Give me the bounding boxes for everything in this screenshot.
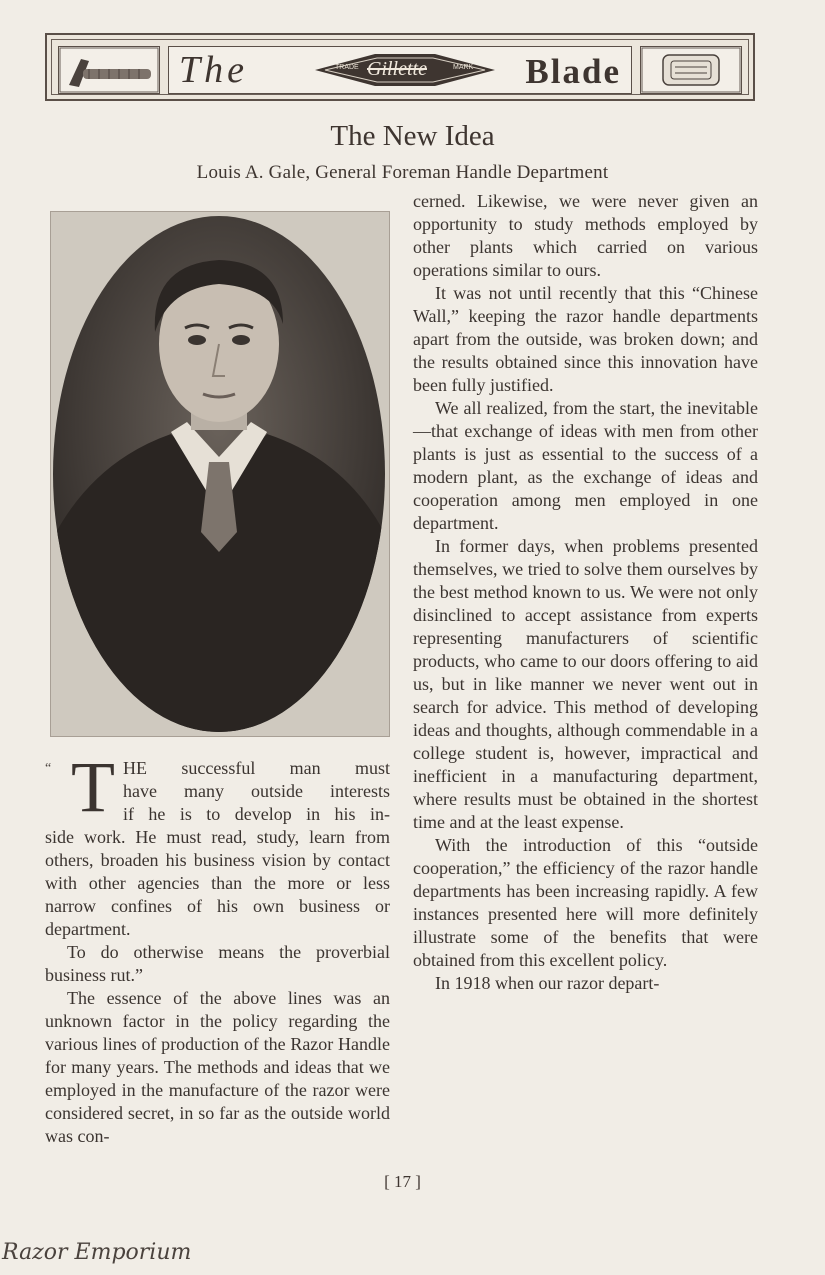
masthead-blade: Blade [525,52,621,91]
right-paragraph-4: In former days, when problems presented themselves, we tried to solve them ourselves by the best method known to us. We were not only disinclined to accept assistance from experts representing manufacturers of scientific products, who came to our doors offering to aid us, but in like manner we never went out in search for advice. This method of developing ideas and thoughts, although commendable in a college student is, however, impractical and inefficient in a manufacturing department, where results must be obtained in the shortest time and at the least expense. [413,536,758,832]
article-title: The New Idea [330,120,495,152]
author-portrait [50,211,390,737]
left-column [45,747,390,1148]
paragraph-2: To do otherwise means the proverbial business rut.” [45,942,390,985]
right-paragraph-5: With the introduction of this “outside cooperation,” the efficiency of the razor handle departments has been increasing rapidly. A few instances presented here will more definitely illustrate some of the benefits that were obtained from this excellent policy. [413,835,758,970]
masthead [45,33,755,101]
paragraph-3: The essence of the above lines was an unknown factor in the policy regarding the various lines of production of the Razor Handle for many years. The methods and ideas that we employed in the manufacture of the razor were considered secret, in so far as the outside world was con- [45,988,390,1146]
paragraph-1-rest: side work. He must read, study, learn from others, broaden his business vision by contact with other agencies than the more or less narrow confines of his own business or department. [45,827,390,939]
blade-packet-illustration [640,46,742,94]
drop-cap-line-2: have many outside interests [123,781,390,801]
drop-cap-paragraph [45,747,390,827]
article-byline: Louis A. Gale, General Foreman Handle Department [196,162,609,183]
right-paragraph-1: cerned. Likewise, we were never given an opportunity to study methods employed by other plants which carried on various operations similar to ours. [413,191,758,280]
drop-cap-line-3: if he is to develop in his in- [123,804,390,824]
drop-cap-letter: T [71,747,115,827]
right-paragraph-3: We all realized, from the start, the inevitable—that exchange of ideas with men from other plants is just as essential to the success of a modern plant, as the exchange of ideas and cooperation among men employed in one department. [413,398,758,533]
masthead-the: The [179,49,248,91]
logo-mark-text: MARK [453,64,474,71]
logo-trade-text: TRADE [335,64,359,71]
logo-gillette-text: Gillette [367,58,427,80]
page-number: [ 17 ] [384,1172,421,1191]
right-paragraph-2: It was not until recently that this “Chinese Wall,” keeping the razor handle departments apart from the outside, was broken down; and the results obtained since this innovation have been fully justified. [413,283,758,395]
open-quote: “ [45,761,52,776]
watermark: Razor Emporium [2,1240,192,1265]
masthead-frame [51,39,749,95]
drop-cap-lines [123,757,390,826]
gillette-logo [315,50,495,90]
drop-cap-line-1: HE successful man must [123,758,390,778]
right-column [413,190,758,995]
razor-illustration [58,46,160,94]
masthead-title-box [168,46,632,94]
right-paragraph-6: In 1918 when our razor depart- [435,973,660,993]
